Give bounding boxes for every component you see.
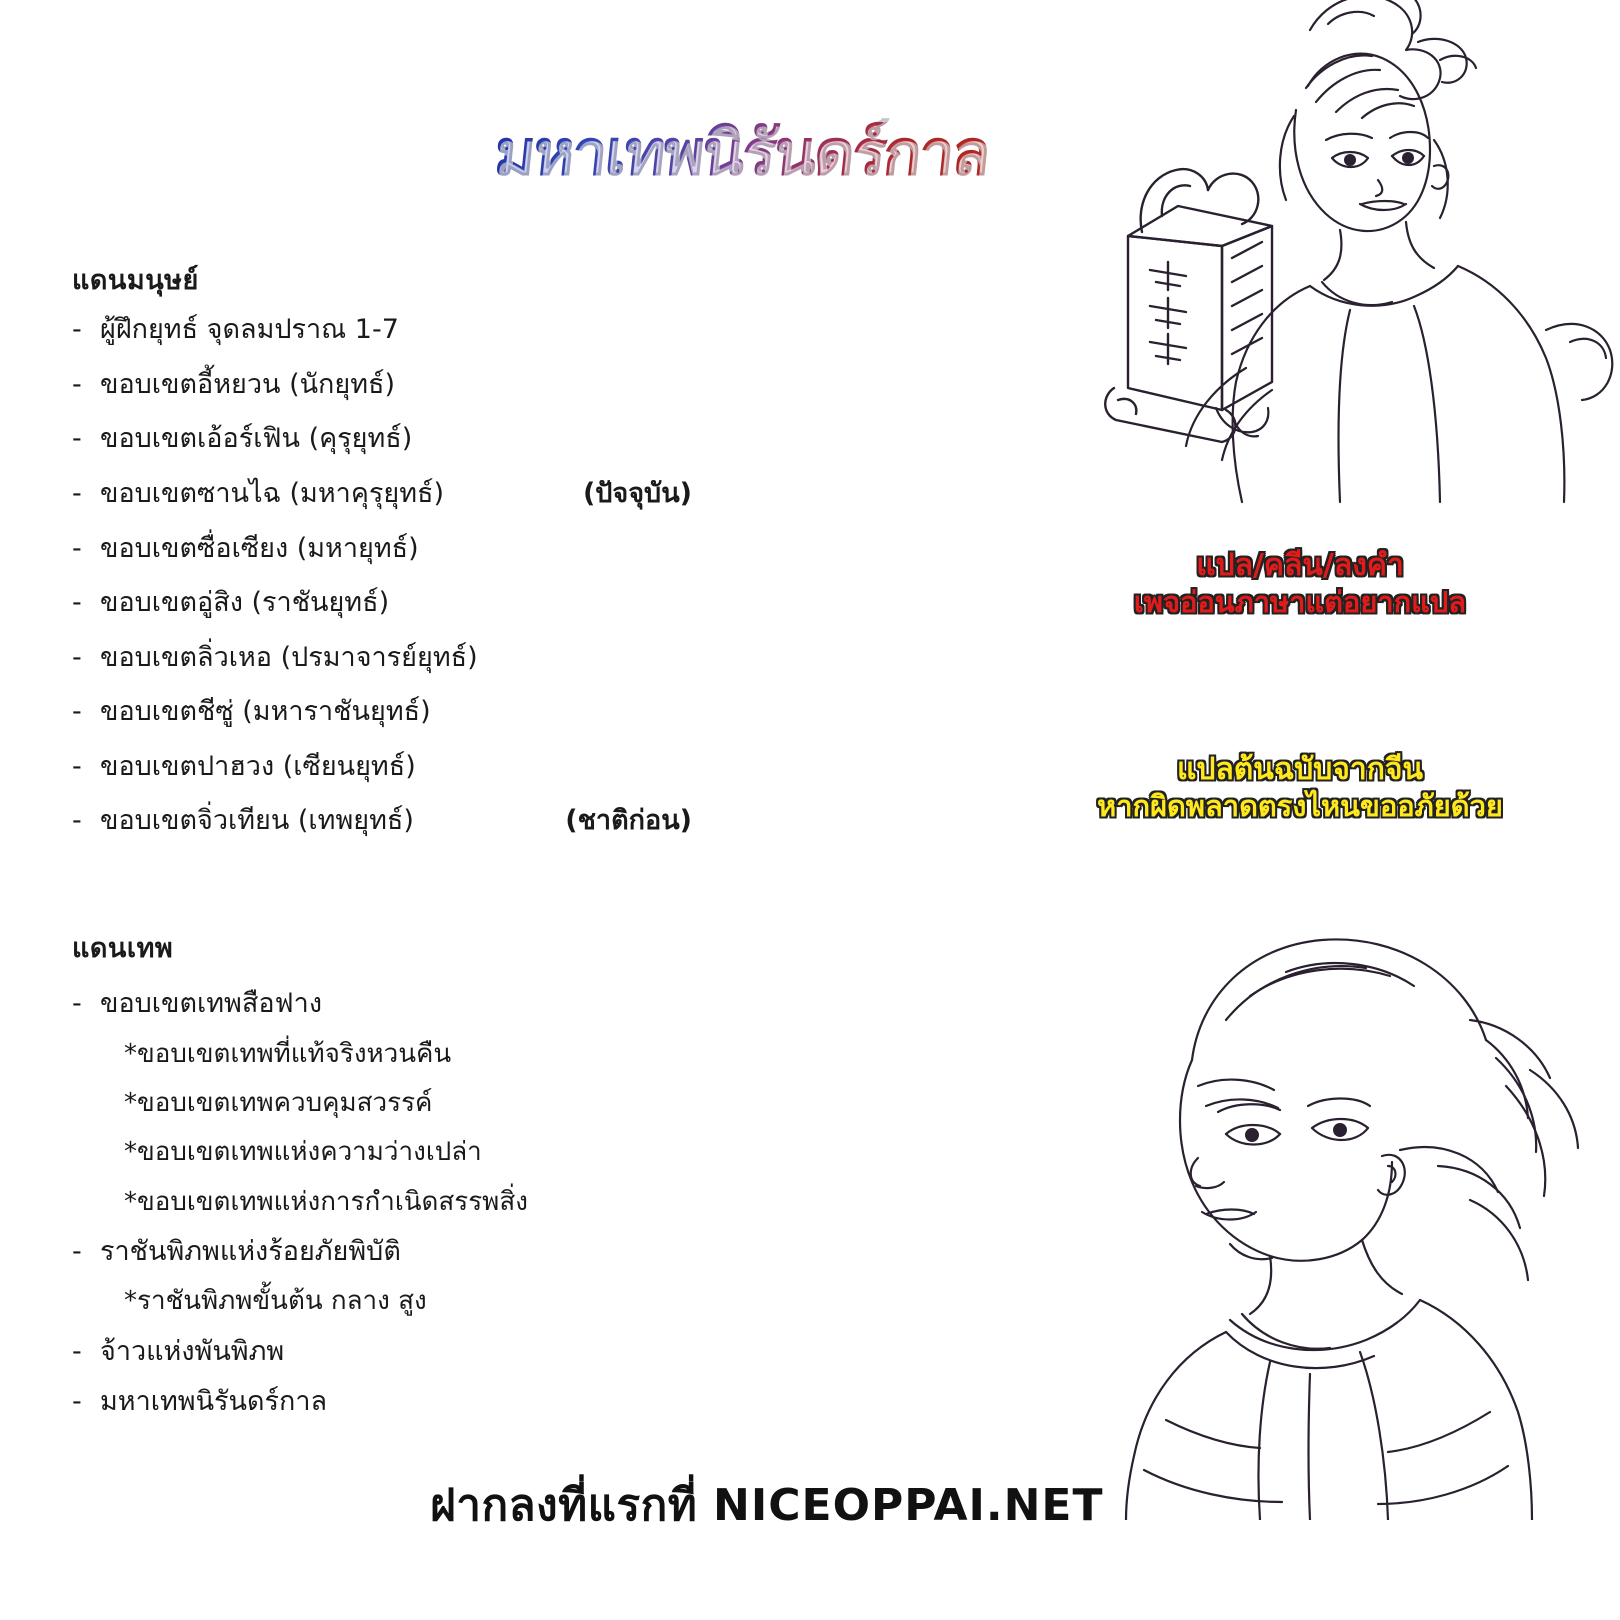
- list-item: [72, 586, 692, 621]
- sub-list-item: *ขอบเขตเทพควบคุมสวรรค์: [124, 1088, 433, 1119]
- status-badge-previous: (ชาติก่อน): [565, 805, 692, 837]
- sub-list-item: *ขอบเขตเทพที่แท้จริงหวนคืน: [124, 1038, 452, 1069]
- list-item-label: ขอบเขตจิ่วเทียน (เทพยุทธ์): [100, 805, 414, 837]
- list-item-label: ขอบเขตซื่อเซียง (มหายุทธ์): [100, 532, 419, 564]
- list-item-label: ราชันพิภพแห่งร้อยภัยพิบัติ: [100, 1235, 401, 1267]
- bullet-dash: -: [72, 696, 82, 728]
- bullet-dash: -: [72, 532, 82, 564]
- footer-prefix: ฝากลงที่แรกที่: [430, 1480, 714, 1531]
- list-item-label: ผู้ฝึกยุทธ์ จุดลมปราณ 1-7: [100, 314, 399, 346]
- credit-source-line1: แปลต้นฉบับจากจีน: [1177, 752, 1423, 787]
- credit-source-line2: หากผิดพลาดตรงไหนขออภัยด้วย: [1097, 788, 1503, 823]
- list-item: [72, 695, 692, 730]
- list-item: [72, 1385, 692, 1420]
- footer-site-credit: [430, 1470, 1170, 1540]
- list-item-label: ขอบเขตชีซู่ (มหาราชันยุทธ์): [100, 696, 431, 728]
- page-title: [491, 108, 1115, 198]
- artwork-top-character: [1010, 0, 1620, 510]
- list-item: [72, 1335, 692, 1370]
- list-item-label: ขอบเขตปาฮวง (เซียนยุทธ์): [100, 750, 416, 782]
- bullet-dash: -: [72, 587, 82, 619]
- list-item: [72, 987, 692, 1022]
- list-item: [72, 1235, 692, 1270]
- info-list: [72, 265, 692, 1420]
- list-item: [72, 422, 692, 457]
- credit-source-note: [1075, 752, 1525, 824]
- credit-translation-line1: แปล/คลีน/ลงคำ: [1196, 548, 1404, 583]
- list-item: [72, 641, 692, 676]
- sub-list-item: *ขอบเขตเทพแห่งการกำเนิดสรรพสิ่ง: [124, 1186, 528, 1217]
- list-item: [72, 532, 692, 567]
- list-item: [72, 368, 692, 403]
- section-heading-gods: แดนเทพ: [72, 932, 174, 964]
- list-item: [72, 750, 692, 785]
- bullet-dash: -: [72, 805, 82, 837]
- credit-translation-line2: เพจอ่อนภาษาแต่อยากแปล: [1133, 584, 1467, 619]
- bullet-dash: -: [72, 750, 82, 782]
- list-item-label: ขอบเขตลิ่วเหอ (ปรมาจารย์ยุทธ์): [100, 641, 478, 673]
- status-badge-current: (ปัจจุบัน): [582, 478, 692, 510]
- bullet-dash: -: [72, 368, 82, 400]
- section-divider-space: [72, 859, 692, 933]
- footer-site-name: NICEOPPAI.NET: [713, 1480, 1104, 1531]
- list-item-current: [72, 477, 692, 512]
- list-item-label: ขอบเขตอู่สิง (ราชันยุทธ์): [100, 587, 390, 619]
- bullet-dash: -: [72, 1335, 82, 1367]
- bullet-dash: -: [72, 478, 82, 510]
- sub-list-item: *ราชันพิภพขั้นต้น กลาง สูง: [124, 1286, 427, 1317]
- list-item-previous: [72, 804, 692, 839]
- section-heading-humans: แดนมนุษย์: [72, 265, 199, 296]
- section-humans: [72, 265, 692, 839]
- bullet-dash: -: [72, 988, 82, 1020]
- bullet-dash: -: [72, 314, 82, 346]
- list-item-label: มหาเทพนิรันดร์กาล: [100, 1386, 328, 1418]
- artwork-bottom-character: [930, 900, 1620, 1520]
- list-item-label: ขอบเขตเอ้อร์เฟิน (คุรุยุทธ์): [100, 423, 413, 455]
- list-item: [72, 313, 692, 348]
- bullet-dash: -: [72, 423, 82, 455]
- list-item-label: ขอบเขตอี้หยวน (นักยุทธ์): [100, 368, 396, 400]
- bullet-dash: -: [72, 1386, 82, 1418]
- title-logo-text: มหาเทพนิรันดร์กาล: [491, 116, 993, 189]
- sub-list-item: *ขอบเขตเทพแห่งความว่างเปล่า: [124, 1137, 482, 1168]
- credit-translation-team: [1085, 548, 1515, 620]
- bullet-dash: -: [72, 1235, 82, 1267]
- bullet-dash: -: [72, 641, 82, 673]
- list-item-label: จ้าวแห่งพันพิภพ: [100, 1335, 285, 1367]
- list-item-label: ขอบเขตเทพสือฟาง: [100, 988, 323, 1020]
- list-item-label: ขอบเขตซานไฉ (มหาคุรุยุทธ์): [100, 478, 445, 510]
- section-gods: [72, 933, 692, 1420]
